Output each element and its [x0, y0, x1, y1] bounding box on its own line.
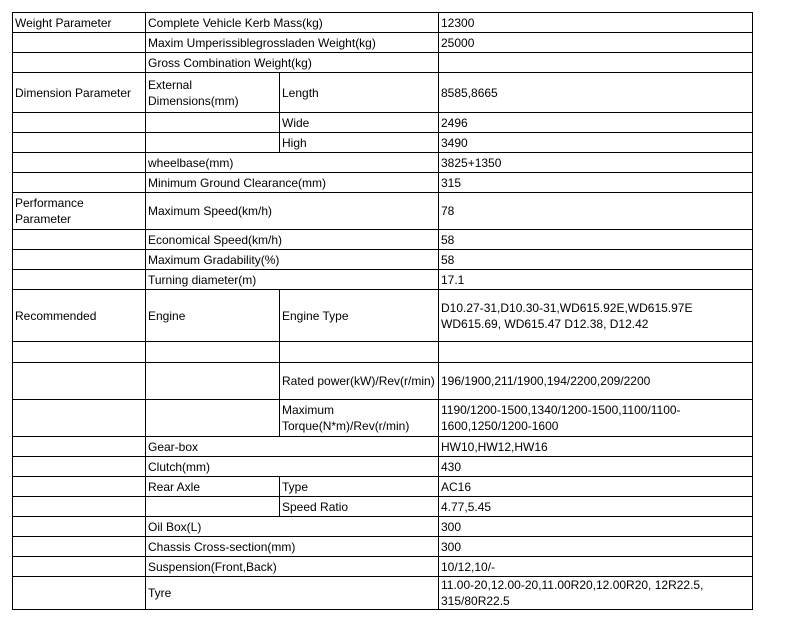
table-cell-c2: Maxim Umperissiblegrossladen Weight(kg) [146, 33, 439, 53]
table-cell-c2: Gross Combination Weight(kg) [146, 53, 439, 73]
table-cell-c3: Rated power(kW)/Rev(r/min) [280, 363, 439, 400]
table-cell-c4: 78 [439, 193, 753, 230]
table-cell-c4: AC16 [439, 477, 753, 497]
table-row [13, 133, 753, 153]
table-cell-c2: External Dimensions(mm) [146, 73, 280, 113]
table-cell-c4: 17.1 [439, 270, 753, 290]
table-cell-c2: Suspension(Front,Back) [146, 557, 439, 577]
table-cell-c4: 300 [439, 517, 753, 537]
table-cell-c1 [13, 230, 146, 250]
table-cell-c3: Speed Ratio [280, 497, 439, 517]
table-cell-c4: 58 [439, 250, 753, 270]
table-cell-c3: Length [280, 73, 439, 113]
table-row [13, 153, 753, 173]
table-cell-c2: Maximum Gradability(%) [146, 250, 439, 270]
spec-table [12, 12, 753, 610]
table-cell-c1 [13, 153, 146, 173]
table-cell-c4: 3490 [439, 133, 753, 153]
table-cell-c4: 12300 [439, 13, 753, 33]
table-row [13, 537, 753, 557]
table-cell-c1 [13, 53, 146, 73]
table-row [13, 73, 753, 113]
table-row [13, 342, 753, 363]
table-row [13, 53, 753, 73]
table-cell-c1 [13, 557, 146, 577]
table-row [13, 290, 753, 342]
table-cell-c2: Complete Vehicle Kerb Mass(kg) [146, 13, 439, 33]
table-row [13, 13, 753, 33]
table-cell-c3: High [280, 133, 439, 153]
table-cell-c2: Gear-box [146, 437, 439, 457]
spec-table-body [13, 13, 753, 610]
table-cell-c2 [146, 497, 280, 517]
table-row [13, 517, 753, 537]
table-cell-c2: Minimum Ground Clearance(mm) [146, 173, 439, 193]
table-cell-c1: Weight Parameter [13, 13, 146, 33]
table-cell-c4: 300 [439, 537, 753, 557]
table-row [13, 193, 753, 230]
table-cell-c4: 315 [439, 173, 753, 193]
table-row [13, 577, 753, 610]
table-cell-c1 [13, 363, 146, 400]
table-cell-c1 [13, 577, 146, 610]
table-cell-c4: 3825+1350 [439, 153, 753, 173]
table-cell-c2 [146, 133, 280, 153]
table-cell-c2: wheelbase(mm) [146, 153, 439, 173]
table-cell-c2: Tyre [146, 577, 439, 610]
table-cell-c1 [13, 400, 146, 437]
table-cell-c2 [146, 400, 280, 437]
table-row [13, 230, 753, 250]
table-row [13, 437, 753, 457]
table-row [13, 270, 753, 290]
table-cell-c4 [439, 53, 753, 73]
table-cell-c2: Oil Box(L) [146, 517, 439, 537]
table-cell-c3: Type [280, 477, 439, 497]
table-row [13, 173, 753, 193]
table-cell-c4: 1190/1200-1500,1340/1200-1500,1100/1100-1600,1250/1200-1600 [439, 400, 753, 437]
table-cell-c4: 10/12,10/- [439, 557, 753, 577]
table-cell-c2: Rear Axle [146, 477, 280, 497]
table-cell-c4: 2496 [439, 113, 753, 133]
table-row [13, 457, 753, 477]
table-cell-c3: Maximum Torque(N*m)/Rev(r/min) [280, 400, 439, 437]
table-cell-c1 [13, 497, 146, 517]
table-cell-c1: Dimension Parameter [13, 73, 146, 113]
table-cell-c3: Wide [280, 113, 439, 133]
table-row [13, 250, 753, 270]
table-row [13, 33, 753, 53]
table-cell-c4 [439, 342, 753, 363]
table-cell-c2: Turning diameter(m) [146, 270, 439, 290]
table-cell-c2: Economical Speed(km/h) [146, 230, 439, 250]
table-cell-c4: HW10,HW12,HW16 [439, 437, 753, 457]
table-cell-c4: 25000 [439, 33, 753, 53]
table-cell-c3 [280, 342, 439, 363]
table-cell-c1 [13, 537, 146, 557]
table-row [13, 497, 753, 517]
table-cell-c4: 11.00-20,12.00-20,11.00R20,12.00R20, 12R22.5, 315/80R22.5 [439, 577, 753, 610]
table-cell-c1 [13, 457, 146, 477]
table-cell-c4: 8585,8665 [439, 73, 753, 113]
table-row [13, 557, 753, 577]
table-cell-c4: 430 [439, 457, 753, 477]
table-cell-c4: 196/1900,211/1900,194/2200,209/2200 [439, 363, 753, 400]
table-cell-c1 [13, 133, 146, 153]
table-row [13, 477, 753, 497]
table-cell-c1 [13, 173, 146, 193]
table-cell-c3: Engine Type [280, 290, 439, 342]
table-cell-c2: Clutch(mm) [146, 457, 439, 477]
table-row [13, 113, 753, 133]
table-cell-c4: D10.27-31,D10.30-31,WD615.92E,WD615.97E WD615.69, WD615.47 D12.38, D12.42 [439, 290, 753, 342]
table-cell-c1 [13, 250, 146, 270]
table-row [13, 363, 753, 400]
table-cell-c1 [13, 113, 146, 133]
table-cell-c1: Performance Parameter [13, 193, 146, 230]
table-cell-c2 [146, 113, 280, 133]
table-cell-c1 [13, 517, 146, 537]
table-cell-c2 [146, 363, 280, 400]
table-cell-c1 [13, 270, 146, 290]
table-cell-c4: 58 [439, 230, 753, 250]
table-cell-c2: Chassis Cross-section(mm) [146, 537, 439, 557]
table-cell-c1 [13, 477, 146, 497]
table-cell-c2: Engine [146, 290, 280, 342]
table-cell-c1 [13, 33, 146, 53]
table-cell-c2: Maximum Speed(km/h) [146, 193, 439, 230]
table-row [13, 400, 753, 437]
table-cell-c2 [146, 342, 280, 363]
table-cell-c4: 4.77,5.45 [439, 497, 753, 517]
table-cell-c1 [13, 342, 146, 363]
table-cell-c1: Recommended [13, 290, 146, 342]
table-cell-c1 [13, 437, 146, 457]
